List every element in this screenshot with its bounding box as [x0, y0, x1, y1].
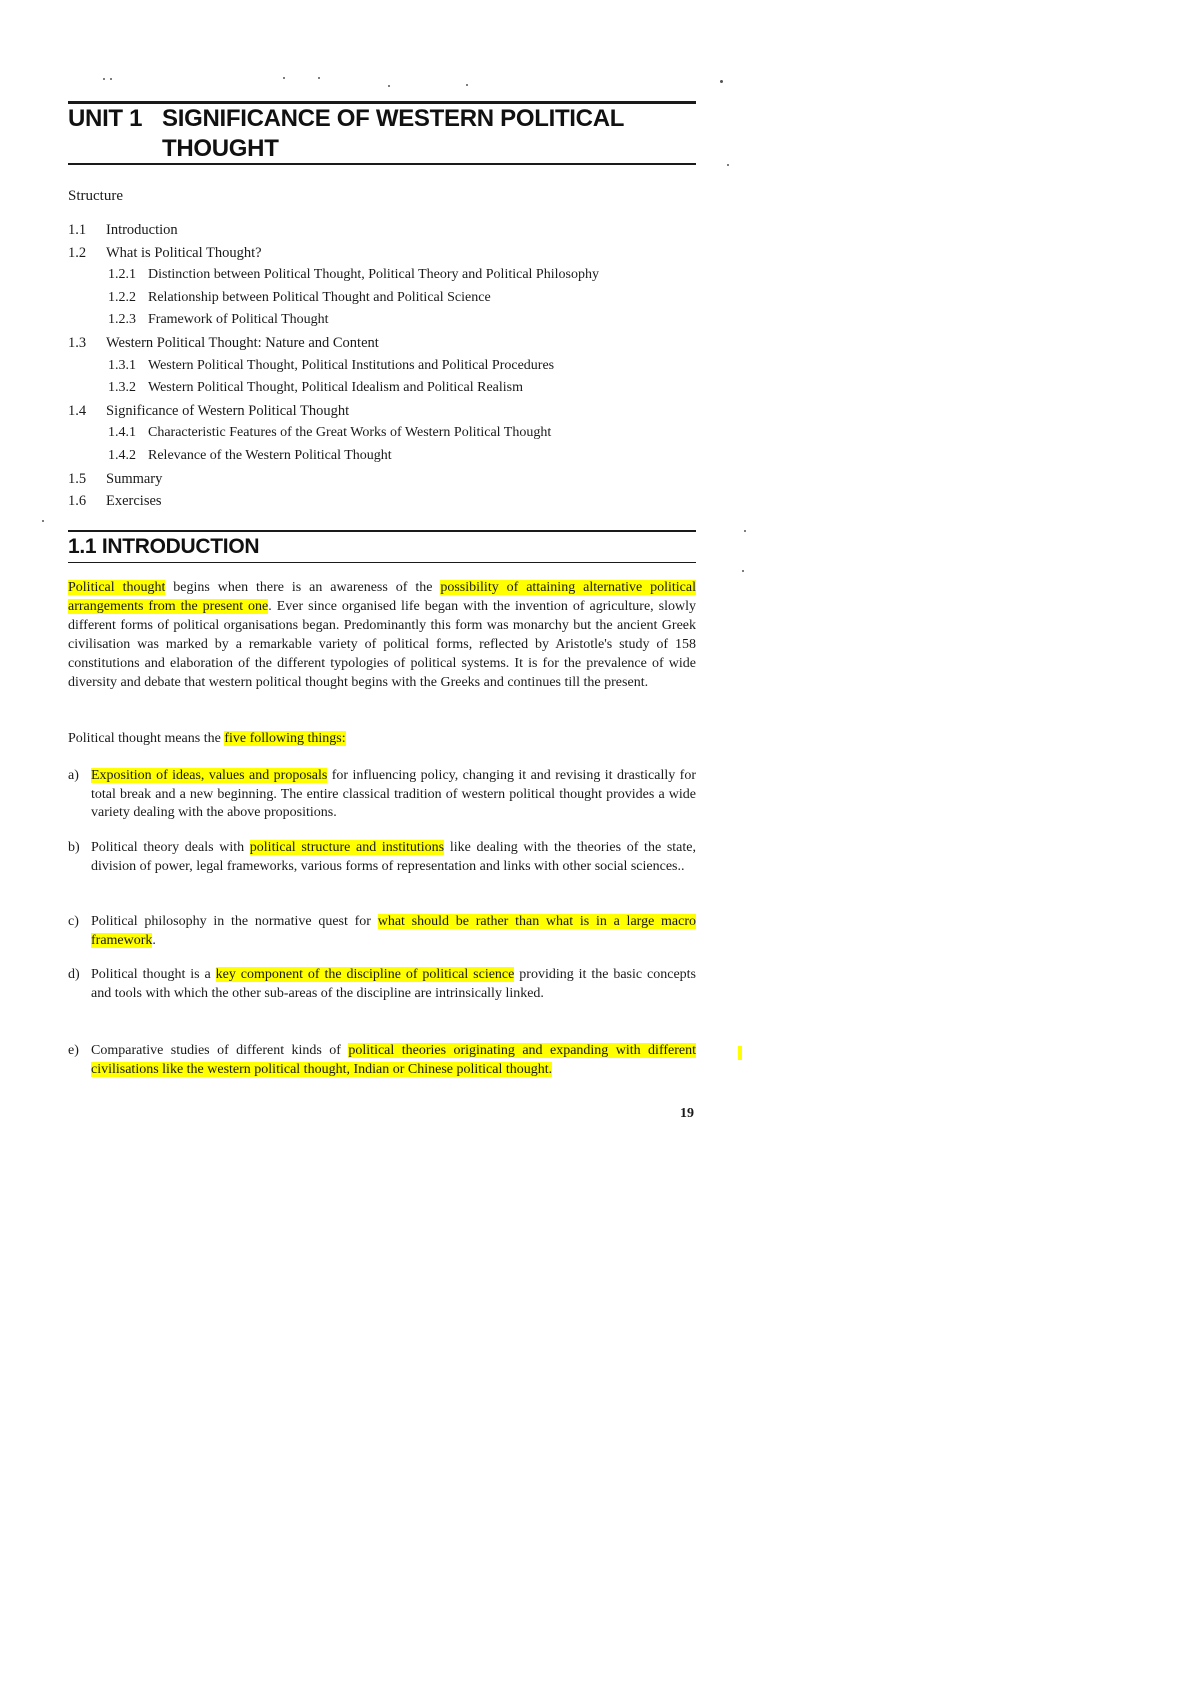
toc-item — [68, 287, 708, 310]
toc-item — [68, 377, 708, 400]
toc-item — [68, 422, 708, 445]
toc-item-label: Distinction between Political Thought, Political Theory and Political Philosophy — [148, 267, 599, 283]
scan-speck — [103, 78, 105, 80]
toc-item — [68, 445, 708, 468]
scan-speck — [42, 520, 44, 522]
toc-item-number: 1.3.2 — [108, 380, 136, 396]
toc-item-number: 1.4 — [68, 402, 87, 419]
lead-in-paragraph — [68, 729, 696, 748]
list-text: for influencing policy, changing it and revising it drastically for total break and a new beginning. The entire classical tradition of western political thought provides a wide variety dealing with the above propositions. — [91, 768, 696, 820]
list-item — [68, 913, 696, 950]
toc-item-label: What is Political Thought? — [106, 244, 262, 261]
highlight: what should be rather than what is in a large macro framework — [91, 914, 696, 948]
scan-speck — [742, 570, 744, 572]
highlight: Exposition of ideas, values and proposals — [91, 768, 328, 783]
highlight: Political thought — [68, 580, 166, 595]
list-item — [68, 839, 696, 876]
list-text: providing it the basic concepts and tools with which the other sub-areas of the discipline are intrinsically linked. — [91, 967, 696, 1001]
toc-item-label: Relevance of the Western Political Thought — [148, 447, 392, 463]
unit-title — [68, 104, 708, 164]
list-marker: e) — [68, 1043, 79, 1058]
unit-title-text: SIGNIFICANCE OF WESTERN POLITICAL THOUGHT — [162, 105, 624, 162]
page-number: 19 — [680, 1106, 694, 1121]
toc-item-label: Significance of Western Political Thought — [106, 402, 350, 419]
scan-speck — [283, 77, 285, 79]
scan-speck — [388, 85, 390, 87]
list-item — [68, 966, 696, 1003]
scan-speck — [318, 77, 320, 79]
toc-item-number: 1.5 — [68, 470, 87, 487]
toc-item — [68, 309, 708, 332]
list-marker: d) — [68, 967, 80, 982]
toc-item-label: Introduction — [106, 222, 178, 238]
list-text: like dealing with the theories of the state, division of power, legal frameworks, various forms of representation and links with other social sciences.. — [91, 840, 696, 874]
highlight: possibility of attaining alternative political arrangements from the present one — [68, 580, 696, 614]
intro-paragraph — [68, 578, 696, 692]
toc-item-number: 1.2.2 — [108, 289, 136, 305]
section-heading: 1.1 INTRODUCTION — [68, 535, 260, 558]
highlight: political structure and institutions — [249, 840, 445, 855]
toc-item — [68, 219, 708, 242]
list-item — [68, 1042, 696, 1079]
toc-item-label: Characteristic Features of the Great Works of Western Political Thought — [148, 425, 552, 441]
toc-item-label: Summary — [106, 470, 163, 487]
scan-speck — [727, 164, 729, 166]
toc-item-number: 1.2 — [68, 244, 87, 261]
scan-speck — [466, 84, 468, 86]
toc-item-number: 1.4.2 — [108, 447, 136, 463]
highlight: key component of the discipline of political science — [215, 967, 515, 982]
margin-highlight-mark — [738, 1046, 742, 1060]
toc-item-label: Western Political Thought, Political Idealism and Political Realism — [148, 380, 523, 396]
toc-item-label: Western Political Thought: Nature and Content — [106, 334, 379, 351]
highlight: political theories originating and expanding with different civilisations like the western political thought, Indian or Chinese political thought. — [91, 1043, 696, 1077]
toc-item-number: 1.3 — [68, 334, 87, 351]
paragraph-text: . Ever since organised life began with the invention of agriculture, slowly different forms of political organisations began. Predominantly this form was monarchy but the ancient Greek civilisation was marked by a remarkable variety of political forms, reflected by Aristotle's study of 158 constitutions and elaboration of the different typologies of political systems. It is for the prevalence of wide diversity and debate that western political thought begins with the Greeks and continues till the present. — [68, 599, 696, 690]
list-text: Political philosophy in the normative quest for — [91, 914, 378, 929]
list-marker: c) — [68, 914, 79, 929]
list-text: Political thought is a — [91, 967, 216, 982]
list-text: Comparative studies of different kinds of — [91, 1043, 349, 1058]
toc-item-label: Relationship between Political Thought and Political Science — [148, 289, 491, 305]
toc-item — [68, 400, 708, 423]
toc-item-number: 1.1 — [68, 222, 87, 238]
highlight: five following things: — [224, 731, 346, 746]
toc-item — [68, 490, 708, 513]
paragraph-text: begins when there is an awareness of the — [165, 580, 441, 595]
paragraph-text: Political thought means the — [68, 731, 225, 746]
scan-speck — [744, 530, 746, 532]
toc-item-number: 1.2.1 — [108, 267, 136, 283]
toc-item — [68, 332, 708, 355]
list-marker: a) — [68, 768, 79, 783]
section-bottom-rule — [68, 562, 696, 563]
table-of-contents — [68, 219, 708, 513]
toc-item-label: Framework of Political Thought — [148, 312, 329, 328]
unit-number: UNIT 1 — [68, 105, 143, 132]
toc-item-number: 1.3.1 — [108, 357, 136, 373]
section-top-rule — [68, 530, 696, 532]
list-text: . — [152, 932, 156, 948]
toc-item — [68, 264, 708, 287]
toc-item-number: 1.2.3 — [108, 312, 136, 328]
toc-item-label: Western Political Thought, Political Institutions and Political Procedures — [148, 357, 555, 373]
toc-item-number: 1.4.1 — [108, 425, 136, 441]
list-item — [68, 767, 696, 823]
toc-item-label: Exercises — [106, 493, 162, 510]
scan-speck — [720, 80, 723, 83]
scan-speck — [110, 78, 112, 80]
title-underline — [68, 163, 696, 165]
toc-item — [68, 355, 708, 378]
toc-item — [68, 468, 708, 491]
structure-label: Structure — [68, 188, 123, 204]
toc-item — [68, 242, 708, 265]
list-marker: b) — [68, 840, 80, 855]
list-text: Political theory deals with — [91, 840, 250, 855]
toc-item-number: 1.6 — [68, 493, 87, 510]
